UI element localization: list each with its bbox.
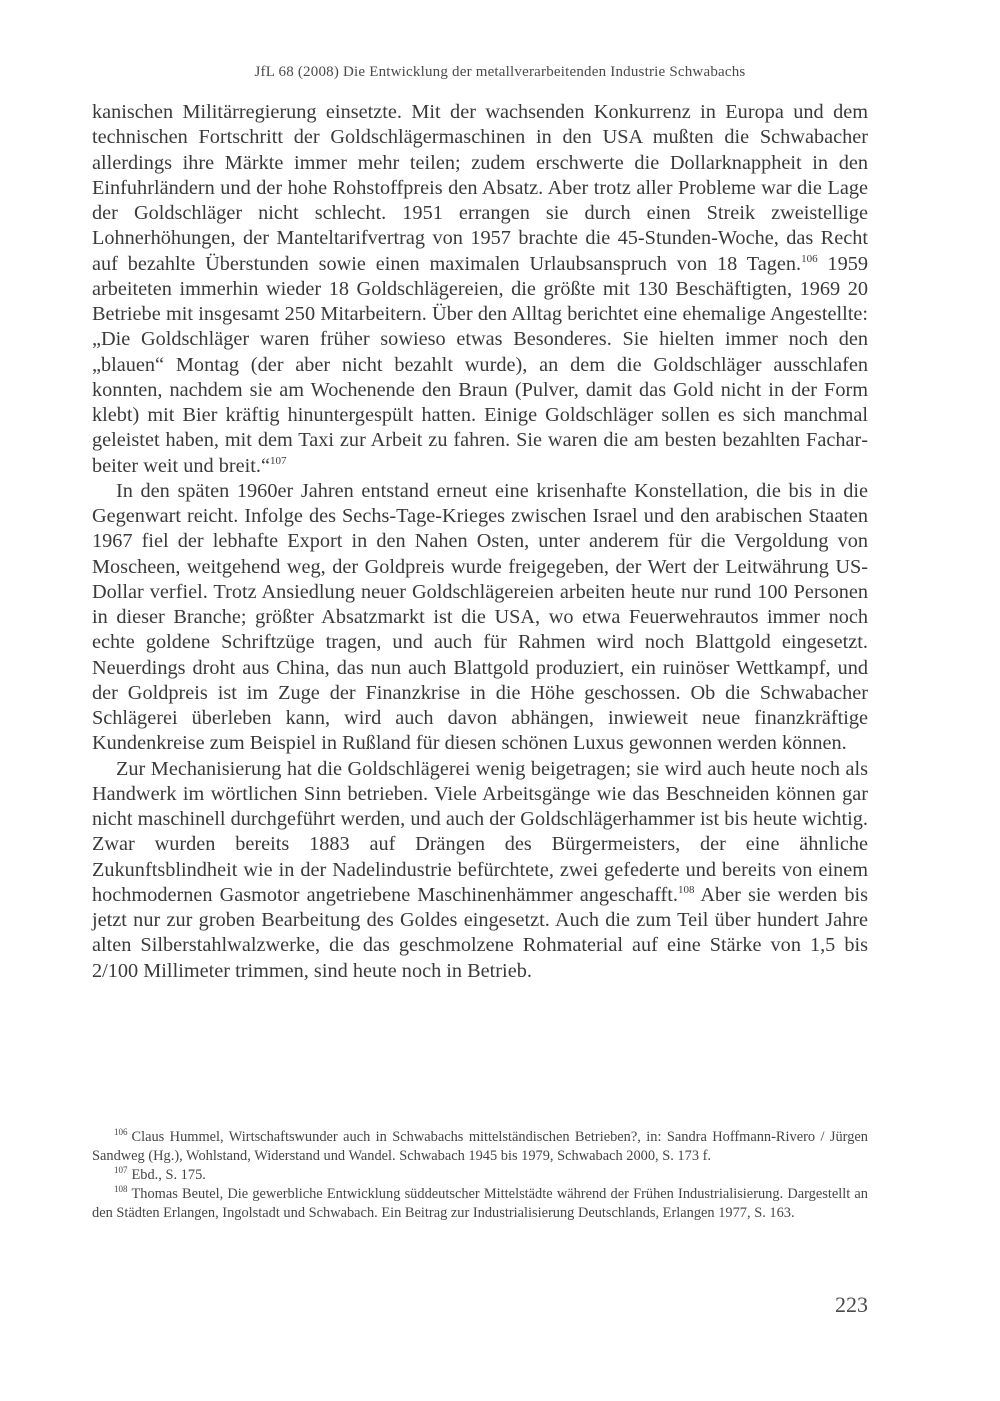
footnote-text: Ebd., S. 175.	[131, 1167, 206, 1183]
paragraph-2: In den späten 1960er Jahren entstand erneut eine krisenhafte Konstellation, die bis in die Gegenwart reicht. Infolge des Sechs-Tage-Krieges zwischen Israel und den arabischen Staaten 1967 fiel der lebhafte Export in den Nahen Osten, unter anderem für die Vergoldung von Moscheen, weitgehend weg, der Goldpreis wurde freigegeben, der Wert der Leitwährung US-Dollar verfiel. Trotz Ansiedlung neuer Goldschlägereien arbeiten heute nur rund 100 Personen in dieser Branche; größter Absatzmarkt ist die USA, wo etwa Feuerwehrautos immer noch echte goldene Schriftzüge tragen, und auch für Rahmen wird noch Blattgold eingesetzt. Neuerdings droht aus China, das nun auch Blattgold produziert, ein ruinöser Wettkampf, und der Goldpreis ist im Zuge der Finanzkrise in die Höhe geschossen. Ob die Schwabacher Schlägerei überleben kann, wird auch davon abhängen, inwieweit neue finanzkräftige Kundenkreise zum Beispiel in Rußland für diesen schönen Luxus gewonnen werden können.	[92, 479, 868, 755]
paragraph-1-part-b: 1959 arbeiteten immerhin wieder 18 Goldschlägereien, die größte mit 130 Beschäftigten, 1969 20 Betriebe mit insgesamt 250 Mitarbeitern. Über den Alltag berichtet eine ehemalige Angestellte: „Die Goldschläger waren früher sowieso etwas Besonderes. Sie hielten immer noch den „blauen“ Montag (der aber nicht bezahlt wurde), an dem die Goldschläger ausschlafen konnten, nachdem sie am Wochenende den Braun (Pulver, damit das Gold nicht in der Form klebt) mit Bier kräftig hinuntergespült hatten. Einige Goldschläger sollen es sich manchmal geleistet haben, mit dem Taxi zur Arbeit zu fahren. Sie waren die am besten bezahlten Facharbeiter weit und breit.“	[92, 252, 868, 477]
footnote-ref-107[interactable]: 107	[269, 454, 287, 467]
main-text	[92, 100, 868, 984]
paragraph-1-part-a: kanischen Militärregierung einsetzte. Mit der wachsenden Konkurrenz in Europa und dem technischen Fortschritt der Goldschlägermaschinen in den USA mußten die Schwabacher allerdings ihre Märkte immer mehr teilen; zudem erschwerte die Dollarknappheit in den Einfuhrländern und der hohe Rohstoffpreis den Absatz. Aber trotz aller Probleme war die Lage der Goldschläger nicht schlecht. 1951 errangen sie durch einen Streik zweistellige Lohnerhöhungen, der Manteltarifvertrag von 1957 brachte die 45-Stunden-Woche, das Recht auf bezahlte Überstunden sowie einen maximalen Urlaubsanspruch von 18 Tagen.	[92, 101, 868, 275]
paragraph-3-part-a: Zur Mechanisierung hat die Goldschlägerei wenig beigetragen; sie wird auch heute noch als Handwerk im wörtlichen Sinn betrieben. Viele Arbeitsgänge wie das Beschneiden können gar nicht maschinell durchgeführt werden, und auch der Goldschlägerhammer ist bis heute wichtig. Zwar wurden bereits 1883 auf Drängen des Bürgermeisters, der eine ähnliche Zukunftsblindheit wie in der Nadelindustrie befürchtete, zwei gefederte und bereits von einem hochmodernen Gasmotor angetriebene Maschinenhämmer angeschafft.	[92, 757, 868, 906]
footnote-106	[92, 1128, 868, 1166]
footnote-108	[92, 1185, 868, 1223]
footnote-number: 106	[114, 1127, 128, 1137]
footnote-107	[92, 1166, 868, 1185]
footnote-ref-108[interactable]: 108	[677, 883, 695, 896]
footnote-ref-106[interactable]: 106	[801, 252, 818, 265]
footnotes	[92, 1128, 868, 1223]
footnote-text: Thomas Beutel, Die gewerbliche Entwicklung süddeutscher Mittelstädte während der Frühen Industrialisierung. Dargestellt an den Städten Erlangen, Ingolstadt und Schwabach. Ein Beitrag zur Industrialisierung Deutschlands, Erlangen 1977, S. 163.	[92, 1186, 868, 1221]
paragraph-1	[92, 100, 868, 479]
footnote-number: 107	[114, 1165, 128, 1175]
page-number: 223	[835, 1292, 868, 1317]
paragraph-3-part-b: Aber sie werden bis jetzt nur zur groben Bearbeitung des Goldes eingesetzt. Auch die zum Teil über hundert Jahre alten Silberstahlwalzwerke, die das geschmolzene Rohmaterial auf eine Stärke von 1,5 bis 2/100 Millimeter trimmen, sind heute noch in Betrieb.	[92, 883, 868, 982]
footnote-text: Claus Hummel, Wirtschaftswunder auch in Schwabachs mittelständischen Betrieben?, in: Sandra Hoffmann-Rivero / Jürgen Sandweg (Hg.), Wohlstand, Widerstand und Wandel. Schwabach 1945 bis 1979, Schwabach 2000, S. 173 f.	[92, 1129, 868, 1164]
paragraph-3	[92, 757, 868, 984]
footnote-number: 108	[114, 1184, 128, 1194]
running-head: JfL 68 (2008) Die Entwicklung der metallverarbeitenden Industrie Schwabachs	[254, 64, 746, 80]
